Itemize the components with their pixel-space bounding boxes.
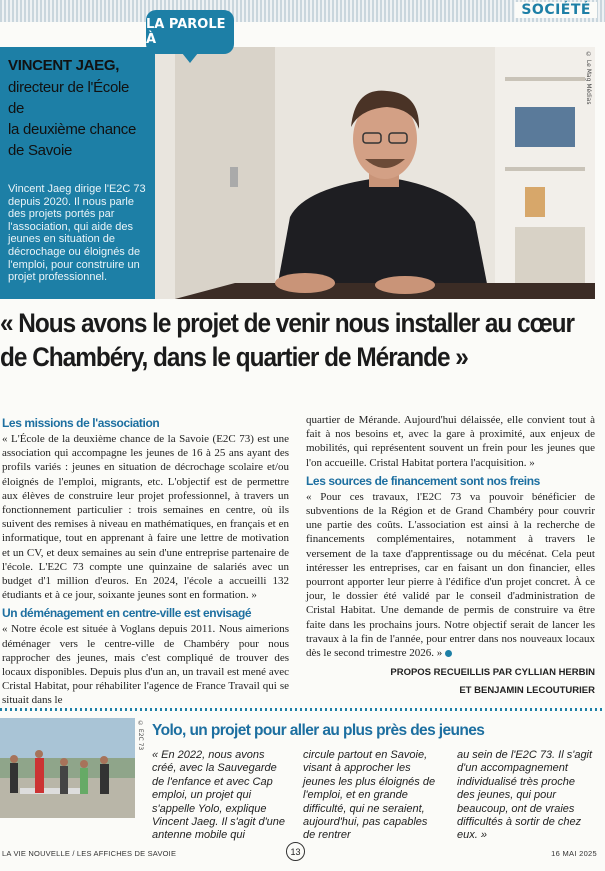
box-column-3: au sein de l'E2C 73. Il s'agit d'un accompagnement individualisé très proche des jeunes, qui pour beaucoup, ont de vraies difficultés à sortir de chez eux. » bbox=[457, 749, 593, 842]
section-text-demenagement-cont: quartier de Mérande. Aujourd'hui délaissée, elle convient tout à fait à nos besoins et, avec la gare à proximité, aux enjeux de mobilités, qui représentent souvent un frein pour les jeunes que l'on accueille. Cristal Habitat portera l'acquisition. » bbox=[306, 414, 595, 469]
article-column-left bbox=[2, 413, 289, 712]
box-column-2: circule partout en Savoie, visant à approcher les jeunes les plus éloignés de l'emploi, et en grande difficulté, qui ne seraient, aujourd'hui, pas capables de rentrer bbox=[303, 749, 436, 842]
role-line: de Savoie bbox=[8, 142, 73, 159]
section-text-demenagement: « Notre école est située à Voglans depuis 2011. Nous aimerions déménager vers le centre-ville de Chambéry pour nous rapprocher des jeunes, mais c'est compliqué de trouver des locaux disponibles. Depuis plus d'un an, un travail est mené avec Cristal Habitat, pour réhabiliter l'agence de France Travail qui se situait dans le bbox=[2, 623, 289, 707]
hero-intro-panel bbox=[0, 47, 155, 299]
title-line: « Nous avons le projet de venir nous installer au cœur bbox=[0, 308, 574, 338]
article-column-right bbox=[306, 413, 595, 700]
la-parole-tag: LA PAROLE À bbox=[146, 10, 234, 54]
yolo-illustration bbox=[0, 718, 135, 818]
section-heading-missions: Les missions de l'association bbox=[2, 416, 160, 430]
section-heading-demenagement: Un déménagement en centre-ville est envisagé bbox=[2, 606, 252, 621]
title-line: de Chambéry, dans le quartier de Mérande » bbox=[0, 342, 468, 372]
yolo-photo-credit: © E2C 73 bbox=[137, 720, 144, 751]
article-title bbox=[0, 306, 598, 374]
photo-credit: © Le Mag Médias bbox=[585, 51, 592, 105]
credits-line: PROPOS RECUEILLIS PAR CYLLIAN HERBIN bbox=[390, 667, 595, 679]
top-pattern-band bbox=[0, 0, 605, 22]
interview-credits bbox=[306, 664, 595, 700]
section-text-missions: « L'École de la deuxième chance de la Savoie (E2C 73) est une association qui accompagne les jeunes de 16 à 25 ans ayant des profils variés : jeunes en situation de décrochage scolaire et/ou éloignés de l'emploi, migrants, etc. L'objectif est de permettre aux élèves de construire leur projet professionnel, à travers un fonctionnement particulier : trois semaines en centre, où ils suivent des remises à niveau en mathématiques, en français et en informatique, tout en apprenant à faire une lettre de motivation et un CV, et deux semaines au sein d'une entreprise partenaire de l'école. L'E2C 73 compte une quinzaine de salariés avec un budget d'1 million d'euros. En 2024, l'école a accueilli 132 étudiants et à ce jour, soixante jeunes sont en formation. » bbox=[2, 433, 289, 602]
role-line: la deuxième chance bbox=[8, 121, 137, 138]
portrait-illustration bbox=[155, 47, 595, 299]
footer-publication: LA VIE NOUVELLE / LES AFFICHES DE SAVOIE bbox=[2, 849, 177, 858]
financement-text: « Pour ces travaux, l'E2C 73 va pouvoir bénéficier de subventions de la Région et de Grand Chambéry pour couvrir une partie des coûts. L'association est ainsi à la recherche de financements complémentaires, notamment à travers le versement de la taxe d'apprentissage ou du mécénat. Cela peut intéresser les entreprises, car en faisant un don financier, elles pourront apporter leur pierre à l'édifice d'un projet concret. À ce jour, le dossier été validé par le conseil d'administration de Cristal Habitat. Une demande de permis de construire va être faite dans les prochains jours. Notre objectif serait de lancer les travaux à la fin de l'année, pour entrer dans nos nouveaux locaux dès le second trimestre 2026. » bbox=[306, 490, 595, 660]
section-text-financement bbox=[306, 490, 595, 660]
interviewee-role bbox=[8, 77, 147, 161]
credits-line: ET BENJAMIN LECOUTURIER bbox=[459, 685, 595, 697]
portrait-photo bbox=[155, 47, 595, 299]
box-column-1: « En 2022, nous avons créé, avec la Sauvegarde de l'enfance et avec Cap emploi, un projet qui s'appelle Yolo, explique Vincent Jaeg. Il s'agit d'une antenne mobile qui bbox=[152, 749, 286, 842]
role-line: directeur de l'École de bbox=[8, 79, 130, 117]
hero-intro-text: Vincent Jaeg dirige l'E2C 73 depuis 2020. Il nous parle des projets portés par l'association, qui aide des jeunes en situation de décrochage ou éloignés de l'emploi, pour construire un projet professionnel. bbox=[8, 183, 146, 284]
end-bullet-icon bbox=[445, 650, 452, 657]
section-rubric: SOCIÉTÉ bbox=[515, 2, 597, 18]
box-title: Yolo, un projet pour aller au plus près des jeunes bbox=[152, 722, 485, 739]
dotted-separator bbox=[0, 708, 605, 711]
yolo-photo bbox=[0, 718, 135, 818]
section-heading-financement: Les sources de financement sont nos freins bbox=[306, 473, 540, 488]
footer-date: 16 MAI 2025 bbox=[551, 849, 597, 858]
interviewee-name: VINCENT JAEG, bbox=[8, 57, 120, 74]
page-number: 13 bbox=[286, 842, 305, 861]
